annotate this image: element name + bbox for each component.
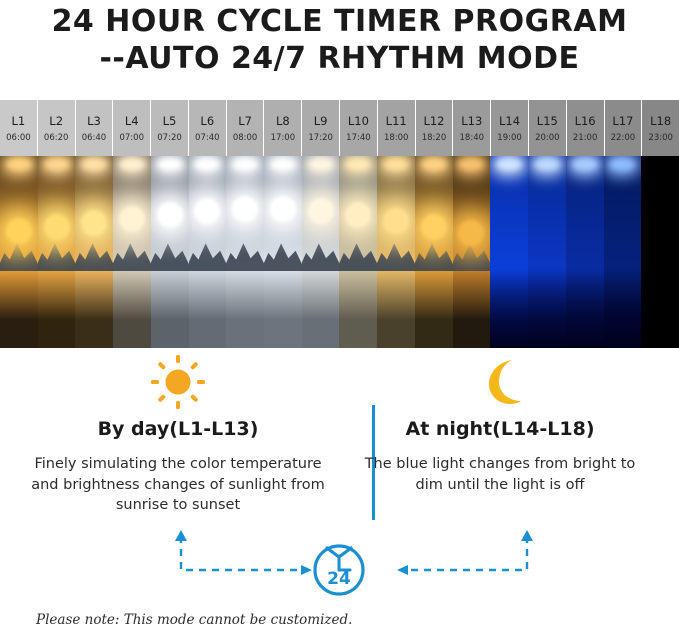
day-column <box>8 348 348 516</box>
moon-icon <box>330 348 670 406</box>
preview-sun <box>157 202 183 228</box>
timeline-slot-time: 18:20 <box>421 133 447 144</box>
preview-sky <box>566 156 604 267</box>
preview-sun <box>119 206 145 232</box>
preview-lamp-glow <box>572 158 598 171</box>
timeline-slot-label: L16 <box>574 114 596 129</box>
preview-sea <box>339 267 377 348</box>
preview-cell-l8 <box>264 156 302 348</box>
timeline-slot-l12 <box>416 100 454 156</box>
preview-lamp-glow <box>458 158 484 171</box>
preview-cell-l12 <box>415 156 453 348</box>
preview-sea <box>0 267 38 348</box>
timeline-slot-label: L2 <box>49 114 64 129</box>
clock-24-icon <box>308 536 370 598</box>
preview-lamp-glow <box>383 158 409 171</box>
preview-cell-l13 <box>453 156 491 348</box>
timeline-slot-label: L7 <box>238 114 252 129</box>
preview-reef <box>566 271 604 348</box>
timeline-slot-time: 23:00 <box>648 133 673 144</box>
night-description: The blue light changes from bright to dim until the light is off <box>364 456 636 493</box>
preview-cell-l15 <box>528 156 566 348</box>
preview-sea <box>453 267 491 348</box>
preview-lamp-glow <box>496 158 522 171</box>
timeline-slot-time: 06:20 <box>43 133 69 144</box>
preview-cell-l4 <box>113 156 151 348</box>
preview-sun <box>421 214 447 240</box>
timeline-slot-time: 18:40 <box>459 133 485 144</box>
preview-cell-l9 <box>302 156 340 348</box>
timeline-slot-time: 07:00 <box>119 133 144 144</box>
timeline-slot-time: 19:00 <box>497 133 522 144</box>
preview-sea <box>38 267 76 348</box>
page-title <box>0 0 679 77</box>
preview-cell-l1 <box>0 156 38 348</box>
timeline-slot-l4 <box>113 100 151 156</box>
mode-explanation-section <box>0 348 679 636</box>
title-line-1: 24 HOUR CYCLE TIMER PROGRAM <box>51 4 628 39</box>
title-line-2: --AUTO 24/7 RHYTHM MODE <box>99 40 580 76</box>
timeline-slot-label: L13 <box>461 114 483 129</box>
preview-sea <box>302 267 340 348</box>
preview-sea <box>415 267 453 348</box>
timeline-slot-l8 <box>264 100 302 156</box>
timeline-slot-l15 <box>529 100 567 156</box>
timeline-slot-time: 20:00 <box>535 133 560 144</box>
preview-cell-l14 <box>490 156 528 348</box>
night-heading: At night(L14-L18) <box>405 418 595 440</box>
preview-sky <box>528 156 566 267</box>
timeline-slot-l3 <box>76 100 114 156</box>
preview-cell-l18 <box>641 156 679 348</box>
timeline-slot-l14 <box>491 100 529 156</box>
timeline-slot-time: 08:00 <box>232 133 258 144</box>
timeline-slot-l10 <box>340 100 378 156</box>
timeline-slot-label: L12 <box>423 114 445 129</box>
preview-lamp-glow <box>232 158 258 171</box>
timeline-slot-time: 17:40 <box>346 133 371 144</box>
timeline-slot-label: L18 <box>650 114 672 129</box>
timeline-slot-time: 07:20 <box>157 133 182 144</box>
preview-sun <box>6 218 32 244</box>
preview-sun <box>383 208 409 234</box>
preview-lamp-glow <box>270 158 296 171</box>
timeline-slot-label: L1 <box>11 114 26 129</box>
preview-reef <box>490 271 528 348</box>
clock-label: 24 <box>327 569 351 589</box>
preview-sea <box>264 267 302 348</box>
timeline-slot-time: 18:00 <box>383 133 409 144</box>
preview-sun <box>81 210 107 236</box>
preview-sea <box>641 267 679 348</box>
timeline-slot-label: L3 <box>87 114 101 129</box>
light-preview-strip <box>0 156 679 348</box>
timeline-slot-label: L10 <box>347 114 369 129</box>
preview-lamp-glow <box>157 158 183 171</box>
timeline-slot-l18 <box>642 100 679 156</box>
preview-lamp-glow <box>421 158 447 171</box>
night-column <box>330 348 670 495</box>
day-description: Finely simulating the color temperature and brightness changes of sunlight from sunrise to sunset <box>31 456 325 514</box>
timeline-slot-label: L15 <box>536 114 558 129</box>
preview-sun <box>232 196 258 222</box>
preview-sea <box>113 267 151 348</box>
footer-note: Please note: This mode cannot be customized. <box>36 612 353 628</box>
preview-sun <box>308 198 334 224</box>
preview-lamp-glow <box>6 158 32 171</box>
preview-cell-l10 <box>339 156 377 348</box>
preview-sun <box>458 220 484 246</box>
timeline-slot-l2 <box>38 100 76 156</box>
day-heading: By day(L1-L13) <box>97 418 259 440</box>
timeline-slot-time: 22:00 <box>610 133 636 144</box>
preview-sky <box>490 156 528 267</box>
preview-sky <box>604 156 642 267</box>
timeline-slot-l6 <box>189 100 227 156</box>
timeline-slot-time: 06:40 <box>81 133 107 144</box>
preview-sun <box>44 214 70 240</box>
timeline-slot-time: 17:20 <box>308 133 333 144</box>
timeline-slot-time: 21:00 <box>572 133 598 144</box>
preview-lamp-glow <box>609 158 635 171</box>
timeline-slot-l17 <box>605 100 643 156</box>
preview-cell-l11 <box>377 156 415 348</box>
preview-lamp-glow <box>119 158 145 171</box>
timeline-slot-label: L6 <box>200 114 215 129</box>
preview-lamp-glow <box>534 158 560 171</box>
preview-sea <box>189 267 227 348</box>
timeline-slot-label: L5 <box>162 114 177 129</box>
preview-cell-l2 <box>38 156 76 348</box>
timeline-slot-time: 17:00 <box>270 133 296 144</box>
timeline-slot-label: L14 <box>499 114 521 129</box>
timeline-slot-l13 <box>453 100 491 156</box>
timeline-header <box>0 100 679 156</box>
timeline-slot-label: L4 <box>124 114 139 129</box>
timeline-slot-l1 <box>0 100 38 156</box>
sun-icon <box>8 348 348 406</box>
preview-sun <box>345 202 371 228</box>
preview-sky <box>641 156 679 267</box>
preview-sea <box>75 267 113 348</box>
preview-cell-l3 <box>75 156 113 348</box>
preview-cell-l7 <box>226 156 264 348</box>
preview-lamp-glow <box>194 158 220 171</box>
timeline-slot-l9 <box>302 100 340 156</box>
timeline-slot-l7 <box>227 100 265 156</box>
preview-sea <box>226 267 264 348</box>
preview-sun <box>270 196 296 222</box>
timeline-slot-l5 <box>151 100 189 156</box>
timeline-slot-l16 <box>567 100 605 156</box>
preview-lamp-glow <box>345 158 371 171</box>
preview-lamp-glow <box>81 158 107 171</box>
preview-sea <box>151 267 189 348</box>
preview-cell-l16 <box>566 156 604 348</box>
preview-lamp-glow <box>44 158 70 171</box>
timeline-slot-label: L11 <box>385 114 407 129</box>
preview-sun <box>194 198 220 224</box>
preview-sea <box>377 267 415 348</box>
preview-cell-l6 <box>189 156 227 348</box>
preview-reef <box>604 271 642 348</box>
timeline-slot-l11 <box>378 100 416 156</box>
preview-lamp-glow <box>308 158 334 171</box>
timeline-slot-time: 07:40 <box>195 133 220 144</box>
timeline-slot-label: L8 <box>275 114 290 129</box>
preview-cell-l5 <box>151 156 189 348</box>
preview-reef <box>528 271 566 348</box>
timeline-slot-label: L17 <box>612 114 634 129</box>
timeline-slot-time: 06:00 <box>6 133 31 144</box>
preview-cell-l17 <box>604 156 642 348</box>
timeline-slot-label: L9 <box>313 114 328 129</box>
